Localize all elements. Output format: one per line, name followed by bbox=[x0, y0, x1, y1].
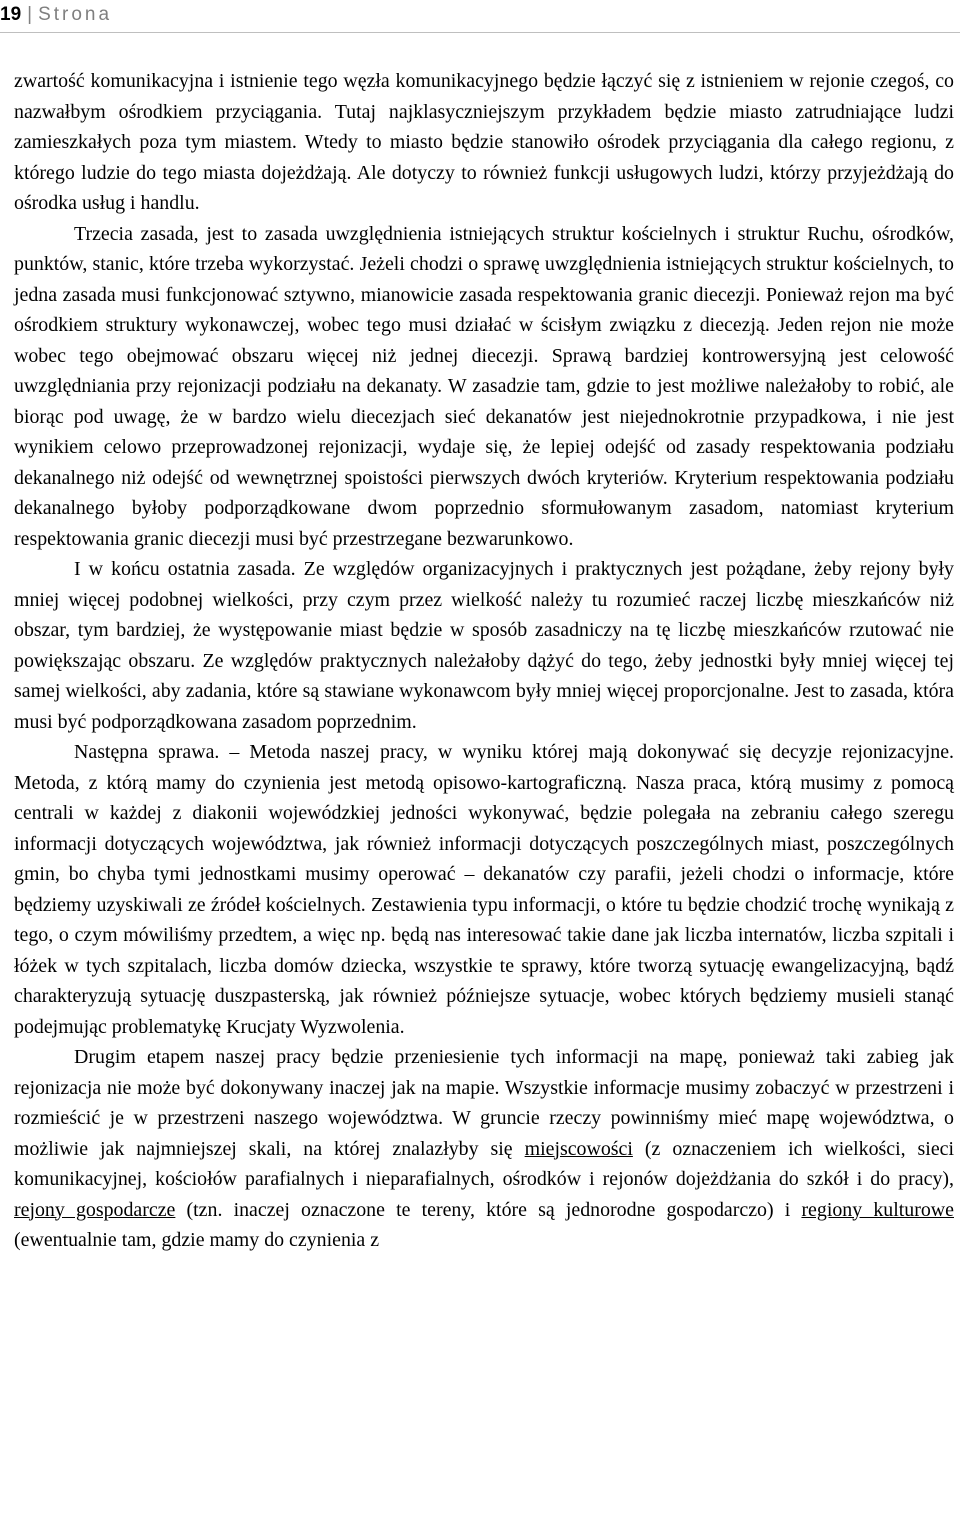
paragraph-1 bbox=[14, 66, 954, 219]
paragraph-text: I w końcu ostatnia zasada. Ze względów organizacyjnych i praktycznych jest pożądane, żeby rejony były mniej więcej podobnej wielkości, przy czym przez wielkość należy tu rozumieć raczej liczbę mieszkańców niż obszar, tym bardziej, że występowanie miast będzie w sposób zasadniczy na tę liczbę mieszkańców rzutować nie powiększając obszaru. Ze względów praktycznych należałoby dążyć do tego, żeby jednostki były mniej więcej tej samej wielkości, aby zadania, które są stawiane wykonawcom były mniej więcej proporcjonalne. Jest to zasada, która musi być podporządkowana zasadom poprzednim. bbox=[14, 558, 954, 733]
underlined-term-rejony-gospodarcze: rejony gospodarcze bbox=[14, 1198, 176, 1221]
paragraph-text: (z oznaczeniem ich wielkości, sieci komunikacyjnej, kościołów parafialnych i nieparafialnych, ośrodków i rejonów dojeżdżania do szkół i do pracy), bbox=[14, 1137, 955, 1190]
paragraph-text: (ewentualnie tam, gdzie mamy do czynienia z bbox=[14, 1229, 380, 1251]
paragraph-text: Drugim etapem naszej pracy będzie przeniesienie tych informacji na mapę, ponieważ taki zabieg jak rejonizacja nie może być dokonywany inaczej jak na mapie. Wszystkie informacje musimy zobaczyć w przestrzeni i rozmieścić je w przestrzeni naszego województwa. W gruncie rzeczy powinniśmy mieć mapę województwa, o możliwie jak najmniejszej skali, na której znalazłyby się bbox=[14, 1046, 954, 1160]
paragraph-text: Trzecia zasada, jest to zasada uwzględnienia istniejących struktur kościelnych i struktur Ruchu, ośrodków, punktów, stanic, które trzeba wykorzystać. Jeżeli chodzi o sprawę uwzględnienia istniejących struktur kościelnych, to jedna zasada musi funkcjonować sztywno, mianowicie zasada respektowania granic diecezji. Ponieważ rejon ma być ośrodkiem struktury wykonawczej, wobec tego musi działać w ścisłym związku z diecezją. Jeden rejon nie może wobec tego obejmować obszaru więcej niż jednej diecezji. Sprawą bardziej kontrowersyjną jest celowość uwzględniania przy rejonizacji podziału na dekanaty. W zasadzie tam, gdzie to jest możliwe należałoby to robić, ale biorąc pod uwagę, że w bardzo wielu diecezjach sieć dekanatów jest niejednokrotnie przypadkowa, i nie jest wynikiem celowo przeprowadzonej rejonizacji, wydaje się, że lepiej odejść od zasady respektowania podziału dekanalnego niż odejść od wewnętrznej spoistości pierwszych dwóch kryteriów. Kryterium respektowania podziału dekanalnego byłoby podporządkowane dwom poprzednio sformułowanym zasadom, natomiast kryterium respektowania granic diecezji musi być przestrzegane bezwarunkowo. bbox=[14, 222, 954, 550]
page-header bbox=[0, 0, 112, 30]
page-word: Strona bbox=[38, 4, 113, 25]
page-number: 19 bbox=[0, 4, 22, 25]
paragraph-2 bbox=[14, 219, 954, 555]
underlined-term-regiony-kulturowe: regiony kulturowe bbox=[801, 1198, 954, 1221]
underlined-term-miejscowosci: miejscowości bbox=[524, 1137, 633, 1160]
paragraph-text: (tzn. inaczej oznaczone te tereny, które są jednorodne gospodarczo) i bbox=[175, 1198, 802, 1221]
header-rule bbox=[0, 32, 960, 33]
page-separator: | bbox=[27, 4, 33, 25]
paragraph-3 bbox=[14, 554, 954, 737]
paragraph-4 bbox=[14, 737, 954, 1042]
paragraph-text: Następna sprawa. – Metoda naszej pracy, w wyniku której mają dokonywać się decyzje rejonizacyjne. Metoda, z którą mamy do czynienia jest metodą opisowo-kartograficzną. Nasza praca, którą musimy z pomocą centrali w każdej z diakonii wojewódzkiej jedności wykonywać, będzie polegała na zebraniu całego szeregu informacji dotyczących województwa, jak również informacji dotyczących poszczególnych miast, poszczególnych gmin, bo chyba tymi jednostkami musimy operować – dekanatów czy parafii, jeżeli chodzi o informacje, które będziemy uzyskiwali ze źródeł kościelnych. Zestawienia typu informacji, o które tu będzie chodzić trochę wynikają z tego, o czym mówiliśmy przedtem, a więc np. będą nas interesować takie dane jak liczba internatów, liczba szpitali i łóżek w tych szpitalach, liczba domów dziecka, wszystkie te sprawy, które tworzą sytuację ewangelizacyjną, bądź charakteryzują sytuację duszpasterską, jak również późniejsze sytuacje, wobec których będziemy musieli stanąć podejmując problematykę Krucjaty Wyzwolenia. bbox=[14, 741, 954, 1038]
paragraph-text: zwartość komunikacyjna i istnienie tego węzła komunikacyjnego będzie łączyć się z istnieniem w rejonie czegoś, co nazwałbym ośrodkiem przyciągania. Tutaj najklasyczniejszym przykładem będzie miasto zatrudniające ludzi zamieszkałych poza tym miastem. Wtedy to miasto będzie stanowiło ośrodek przyciągania dla całego regionu, z którego ludzie do tego miasta dojeżdżają. Ale dotyczy to również funkcji usługowych ludzi, którzy przyjeżdżają do ośrodka usług i handlu. bbox=[14, 70, 954, 214]
paragraph-5 bbox=[14, 1042, 954, 1256]
document-body bbox=[14, 66, 954, 1256]
